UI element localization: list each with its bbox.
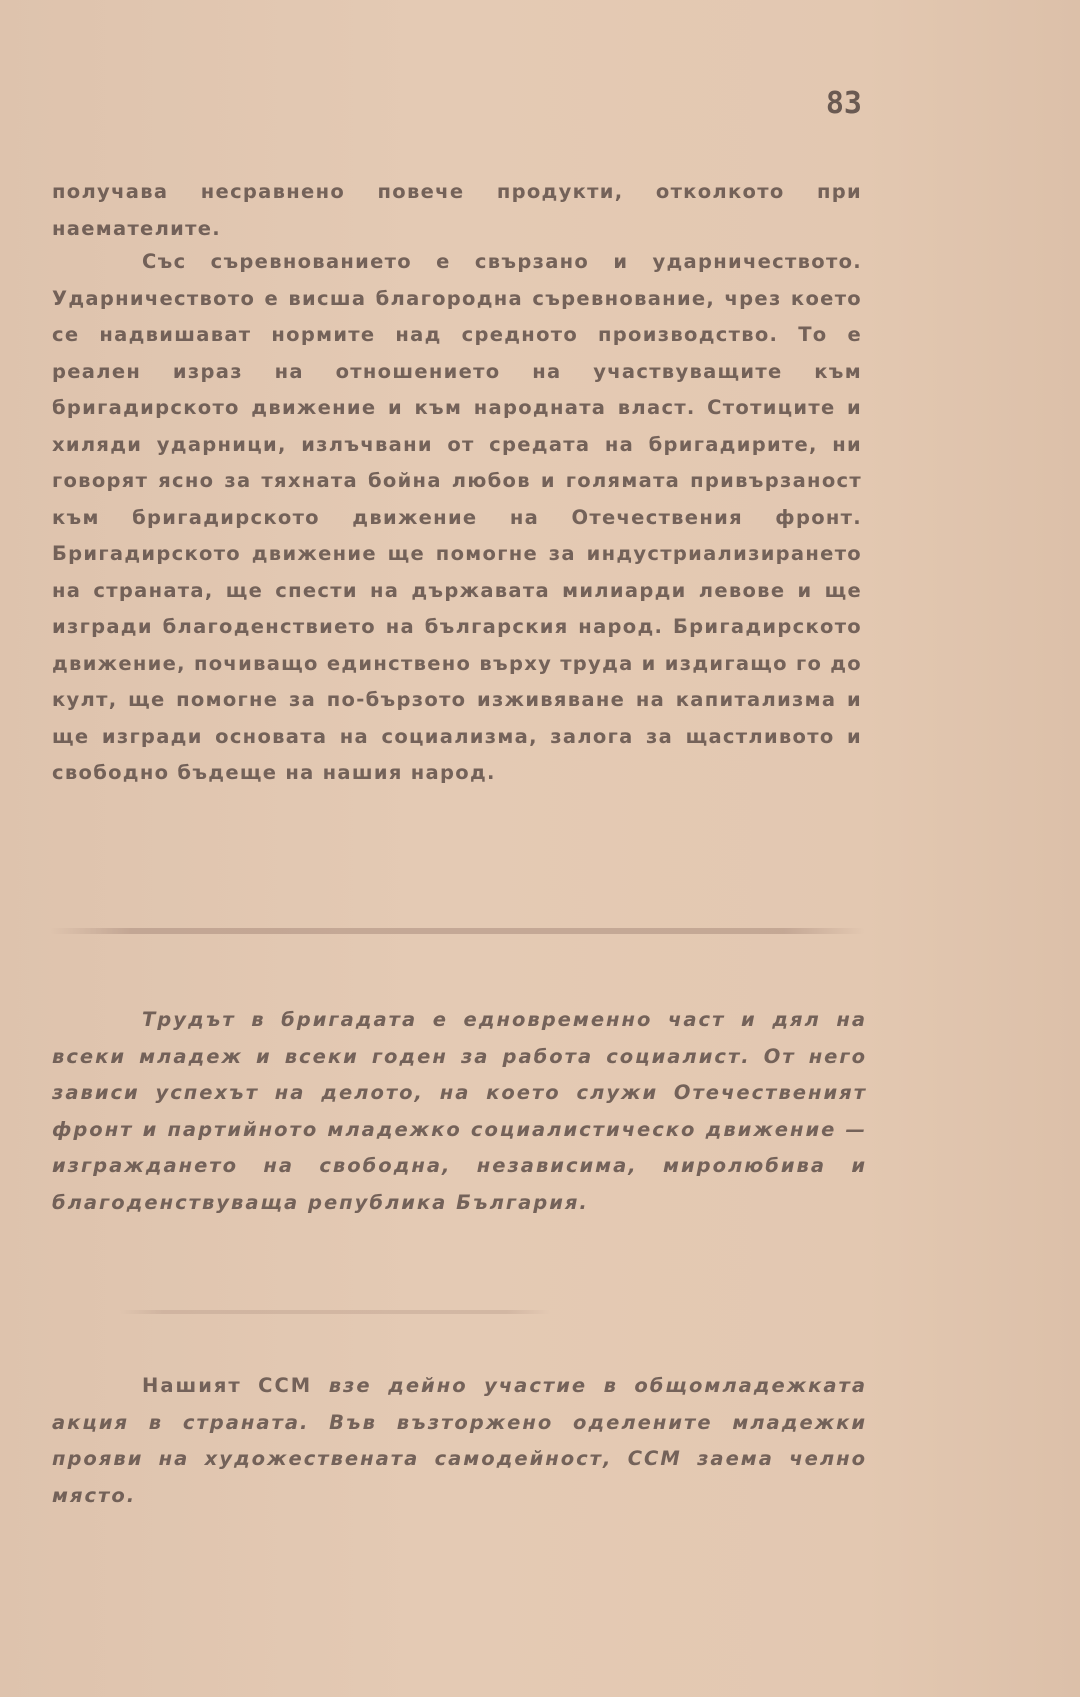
section-1-text: Със съревнованието е свързано и ударничеството. Ударничеството е висша благородна съревнование, чрез което се надвишават нормите над средното производство. То е реален израз на отношението на участвуващите към бригадирското движение и към народната власт. Стотиците и хиляди ударници, излъчвани от средата на бригадирите, ни говорят ясно за тяхната бойна любов и голямата привързаност към бригадирското движение на Отечествения фронт. Бригадирското движение ще помогне за индустриализирането на страната, ще спести на държавата милиарди левове и ще изгради благоденствието на българския народ. Бригадирското движение, почиващо единствено върху труда и издигащо го до култ, ще помогне за по-бързото изживяване на капитализма и ще изгради основата на социализма, залога за щастливото и свободно бъдеще на нашия народ. [52,250,862,784]
quote-2-text [52,1368,867,1514]
quote-2-lead: Нашият ССМ [142,1374,313,1397]
section-divider-short [120,1310,550,1314]
page-number: 83 [825,86,862,121]
quote-1-paragraph [52,1002,867,1221]
intro-paragraph [52,174,862,247]
quote-1-text: Трудът в бригадата е едновременно част и дял на всеки младеж и всеки годен за работа социалист. От него зависи успехът на делото, на което служи Отечественият фронт и партийното младежко социалистическо движение — изграждането на свободна, независима, миролюбива и благоденствуваща република България. [52,1008,867,1214]
intro-text: получава несравнено повече продукти, отколкото при наемателите. [52,180,862,240]
section-1-paragraph [52,244,862,792]
section-divider [50,928,865,934]
quote-2-body: взе дейно участие в общомладежката акция в страната. Във възторжено оделените младежки прояви на художествената самодейност, ССМ заема челно място. [52,1374,867,1507]
quote-2-paragraph [52,1368,867,1514]
